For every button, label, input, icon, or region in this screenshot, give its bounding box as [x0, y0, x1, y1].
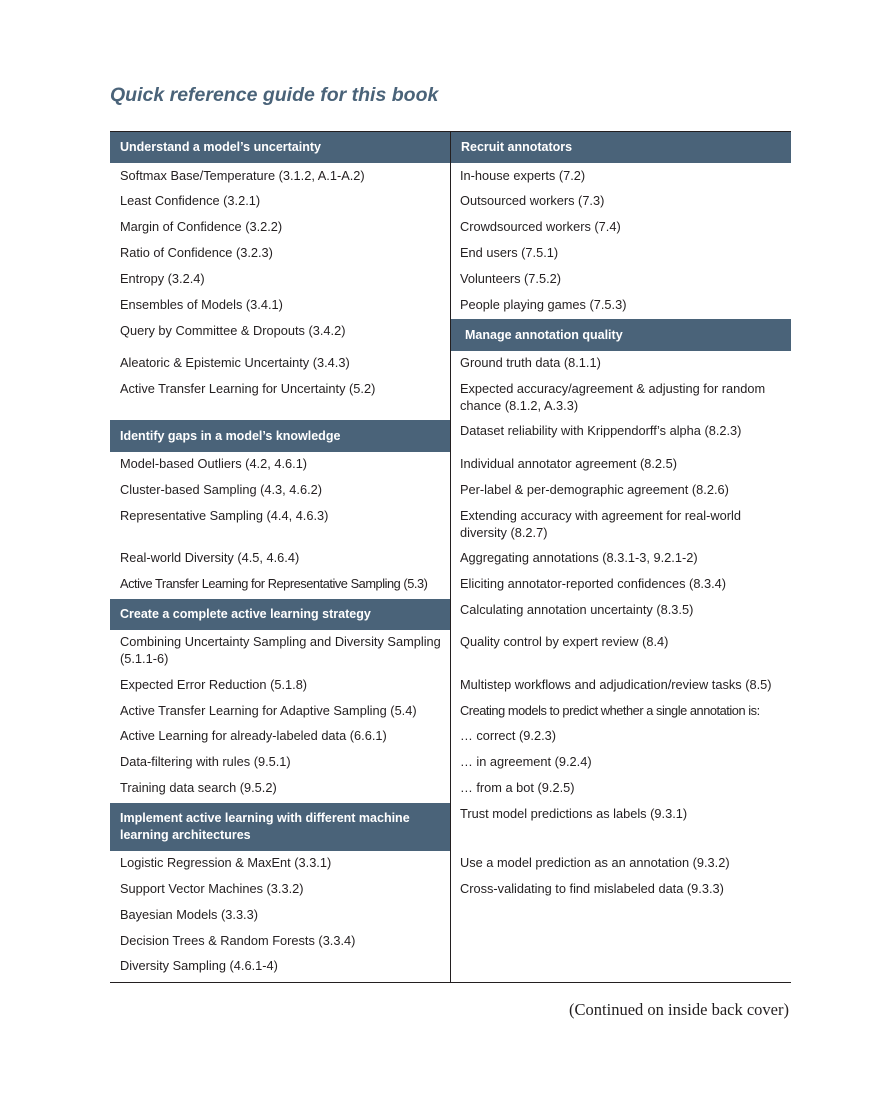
list-item: Softmax Base/Temperature (3.1.2, A.1-A.2) [120, 168, 365, 183]
list-item: Margin of Confidence (3.2.2) [120, 219, 283, 234]
section-header-active-learning-strategy: Create a complete active learning strategy [110, 599, 450, 630]
list-item: Expected Error Reduction (5.1.8) [120, 677, 308, 692]
list-item: Per-label & per-demographic agreement (8.2.6) [460, 482, 729, 497]
list-item: Multistep workflows and adjudication/review tasks (8.5) [460, 677, 772, 692]
list-item: Data-filtering with rules (9.5.1) [120, 754, 291, 769]
list-item: Diversity Sampling (4.6.1-4) [120, 958, 278, 973]
list-item: Active Learning for already-labeled data (6.6.1) [120, 728, 387, 743]
list-item: Quality control by expert review (8.4) [460, 634, 669, 649]
list-item: Bayesian Models (3.3.3) [120, 907, 258, 922]
list-item: … from a bot (9.2.5) [460, 780, 575, 795]
list-item: Model-based Outliers (4.2, 4.6.1) [120, 456, 308, 471]
list-item: … correct (9.2.3) [460, 728, 557, 743]
list-item: Creating models to predict whether a single annotation is: [460, 703, 760, 718]
list-item: Ground truth data (8.1.1) [460, 355, 601, 370]
list-item: Entropy (3.2.4) [120, 271, 205, 286]
reference-table [110, 131, 791, 983]
list-item: Training data search (9.5.2) [120, 780, 277, 795]
column-divider [450, 132, 451, 982]
list-item: In-house experts (7.2) [460, 168, 586, 183]
list-item: Crowdsourced workers (7.4) [460, 219, 621, 234]
list-item: End users (7.5.1) [460, 245, 559, 260]
list-item: Individual annotator agreement (8.2.5) [460, 456, 677, 471]
list-item: Cluster-based Sampling (4.3, 4.6.2) [120, 482, 323, 497]
list-item: Outsourced workers (7.3) [460, 193, 605, 208]
list-item: Volunteers (7.5.2) [460, 271, 562, 286]
list-item: People playing games (7.5.3) [460, 297, 627, 312]
list-item: Expected accuracy/agreement & adjusting for random chance (8.1.2, A.3.3) [460, 381, 766, 413]
list-item: Calculating annotation uncertainty (8.3.5) [460, 602, 694, 617]
list-item: Support Vector Machines (3.3.2) [120, 881, 304, 896]
list-item: Dataset reliability with Krippendorff’s alpha (8.2.3) [460, 423, 742, 438]
list-item: Decision Trees & Random Forests (3.3.4) [120, 933, 356, 948]
list-item: Ensembles of Models (3.4.1) [120, 297, 283, 312]
section-header-recruit-annotators: Recruit annotators [451, 132, 791, 163]
list-item: Query by Committee & Dropouts (3.4.2) [120, 323, 346, 338]
list-item: Active Transfer Learning for Representative Sampling (5.3) [120, 576, 428, 591]
list-item: Active Transfer Learning for Uncertainty (5.2) [120, 381, 376, 396]
list-item: Ratio of Confidence (3.2.3) [120, 245, 273, 260]
list-item: … in agreement (9.2.4) [460, 754, 592, 769]
list-item: Aleatoric & Epistemic Uncertainty (3.4.3) [120, 355, 350, 370]
list-item: Use a model prediction as an annotation (9.3.2) [460, 855, 730, 870]
section-header-annotation-quality: Manage annotation quality [451, 319, 791, 351]
list-item: Representative Sampling (4.4, 4.6.3) [120, 508, 329, 523]
section-header-knowledge-gaps: Identify gaps in a model’s knowledge [110, 420, 450, 452]
section-header-uncertainty: Understand a model’s uncertainty [110, 132, 450, 163]
list-item: Combining Uncertainty Sampling and Diversity Sampling (5.1.1-6) [120, 634, 441, 666]
list-item: Extending accuracy with agreement for real-world diversity (8.2.7) [460, 508, 741, 540]
list-item: Real-world Diversity (4.5, 4.6.4) [120, 550, 300, 565]
continued-note: (Continued on inside back cover) [569, 1000, 789, 1019]
list-item: Least Confidence (3.2.1) [120, 193, 261, 208]
list-item: Logistic Regression & MaxEnt (3.3.1) [120, 855, 332, 870]
page-title: Quick reference guide for this book [110, 84, 439, 106]
list-item: Aggregating annotations (8.3.1-3, 9.2.1-2) [460, 550, 698, 565]
list-item: Trust model predictions as labels (9.3.1) [460, 806, 688, 821]
list-item: Active Transfer Learning for Adaptive Sampling (5.4) [120, 703, 417, 718]
list-item: Cross-validating to find mislabeled data (9.3.3) [460, 881, 724, 896]
list-item: Eliciting annotator-reported confidences (8.3.4) [460, 576, 727, 591]
section-header-architectures: Implement active learning with different machine learning architectures [110, 803, 450, 851]
